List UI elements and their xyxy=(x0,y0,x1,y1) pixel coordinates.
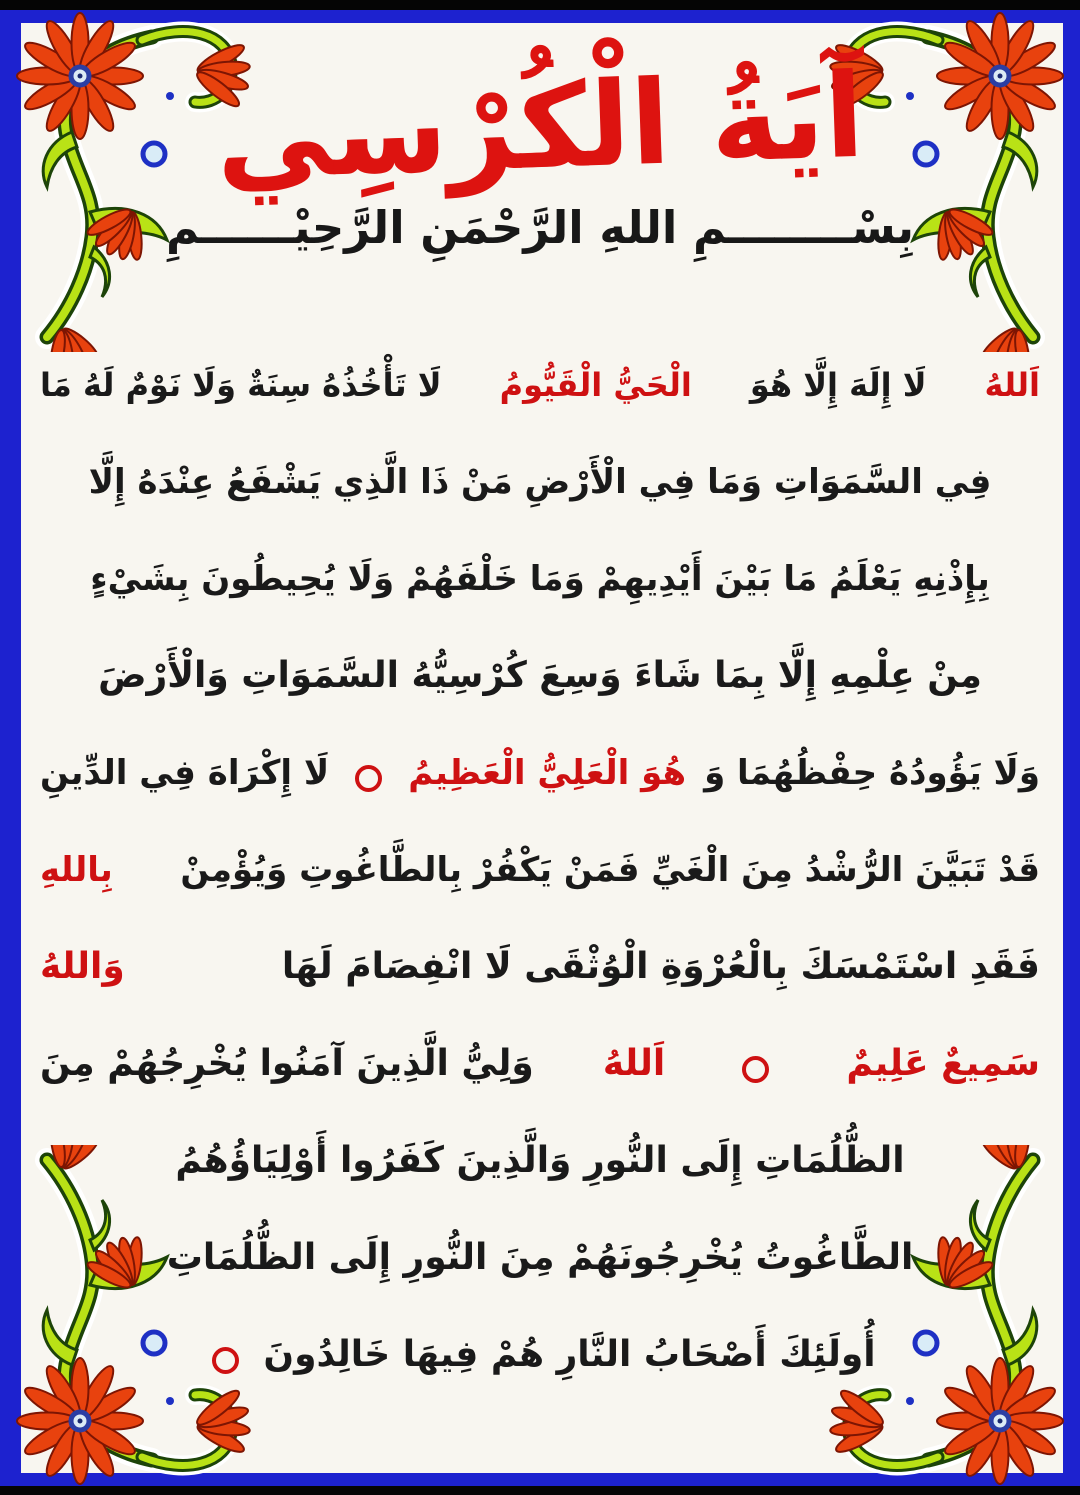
verse-segment: فَقَدِ اسْتَمْسَكَ بِالْعُرْوَةِ الْوُثْقَى لَا انْفِصَامَ لَهَا xyxy=(281,946,1040,987)
ayah-stop-mark xyxy=(355,765,382,792)
verse-line-9 xyxy=(105,1112,975,1209)
verse-segment: قَدْ تَبَيَّنَ الرُّشْدُ مِنَ الْغَيِّ فَمَنْ يَكْفُرْ بِالطَّاغُوتِ وَيُؤْمِنْ xyxy=(180,849,1040,890)
verse-segment: لَا إِلَهَ إِلَّا هُوَ xyxy=(749,365,927,404)
verse-segment: مِنْ عِلْمِهِ إِلَّا بِمَا شَاءَ وَسِعَ كُرْسِيُّهُ السَّمَوَاتِ وَالْأَرْضَ xyxy=(98,655,982,696)
verse-segment: اَللهُ xyxy=(602,1043,666,1084)
ayah-stop-mark xyxy=(212,1347,239,1374)
verse-segment: هُوَ الْعَلِيُّ الْعَظِيمُ xyxy=(408,752,687,793)
verse-segment: الظُّلُمَاتِ إِلَى النُّورِ وَالَّذِينَ كَفَرُوا أَوْلِيَاؤُهُمُ xyxy=(175,1140,905,1181)
verse-line-5 xyxy=(40,724,1040,821)
verse-line-10 xyxy=(135,1209,945,1306)
verse-line-4 xyxy=(40,627,1040,724)
verse-line-2 xyxy=(40,433,1040,530)
verse-line-8 xyxy=(40,1015,1040,1112)
verse-segment: أُولَئِكَ أَصْحَابُ النَّارِ هُمْ فِيهَا خَالِدُونَ xyxy=(263,1334,876,1375)
verse-segment: لَا إِكْرَاهَ فِي الدِّينِ xyxy=(40,752,330,793)
verse-block xyxy=(40,336,1040,1403)
verse-segment: وَاللهُ xyxy=(40,946,125,987)
verse-line-7 xyxy=(40,918,1040,1015)
poster-title-ayat-al-kursi: آيَةُ الْكُرْسِي xyxy=(213,48,867,207)
verse-line-1 xyxy=(40,336,1040,433)
verse-segment: بِاللهِ xyxy=(40,849,113,890)
verse-segment: اَللهُ xyxy=(984,365,1040,404)
bismillah-line: بِسْــــــــمِ اللهِ الرَّحْمَنِ الرَّحِيْــــــمِ xyxy=(165,201,915,255)
verse-segment: بِإِذْنِهِ يَعْلَمُ مَا بَيْنَ أَيْدِيهِمْ وَمَا خَلْفَهُمْ وَلَا يُحِيطُونَ بِشَيْءٍ xyxy=(90,558,990,599)
verse-segment: الطَّاغُوتُ يُخْرِجُونَهُمْ مِنَ النُّورِ إِلَى الظُّلُمَاتِ xyxy=(166,1237,914,1278)
verse-segment: الْحَيُّ الْقَيُّومُ xyxy=(499,365,692,404)
ayah-stop-mark xyxy=(742,1056,769,1083)
verse-segment: لَا تَأْخُذُهُ سِنَةٌ وَلَا نَوْمٌ لَهُ مَا xyxy=(40,365,442,404)
verse-line-11 xyxy=(190,1306,890,1403)
verse-line-6 xyxy=(40,821,1040,918)
verse-line-3 xyxy=(40,530,1040,627)
verse-segment: وَلَا يَؤُودُهُ حِفْظُهُمَا وَ xyxy=(704,752,1040,793)
verse-segment: وَلِيُّ الَّذِينَ آمَنُوا يُخْرِجُهُمْ مِنَ xyxy=(40,1043,534,1084)
verse-segment: فِي السَّمَوَاتِ وَمَا فِي الْأَرْضِ مَنْ ذَا الَّذِي يَشْفَعُ عِنْدَهُ إِلَّا xyxy=(88,461,992,502)
verse-segment: سَمِيعٌ عَلِيمٌ xyxy=(846,1043,1040,1084)
